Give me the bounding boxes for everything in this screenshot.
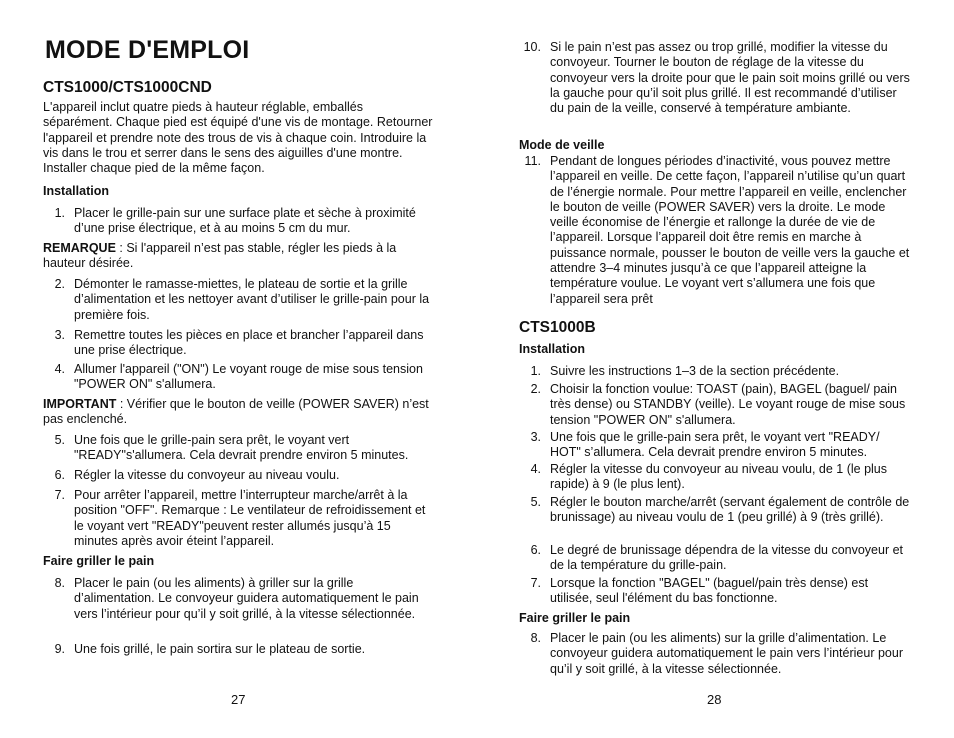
page-number: 28 [707, 692, 722, 707]
important-label: IMPORTANT [43, 397, 117, 411]
installation-heading: Installation [519, 342, 585, 356]
toast-heading: Faire griller le pain [43, 554, 155, 568]
remarque-text: : Si l'appareil n’est pas stable, régler les pieds à la hauteur désirée. [43, 241, 397, 271]
remarque-note [43, 241, 435, 272]
intro-paragraph: L'appareil inclut quatre pieds à hauteur réglable, emballés séparément. Chaque pied est équipé d'une vis de montage. Retourner l'appareil et prendre note des trous de vis à chaque coin. Introduire la vis dans le trou et serrer dans le sens des aiguilles d'une montre. Installer chaque pied de la même façon. [43, 100, 433, 176]
important-note [43, 397, 435, 428]
model-heading-cts1000: CTS1000/CTS1000CND [43, 79, 212, 96]
page-number: 27 [231, 692, 246, 707]
toast-heading: Faire griller le pain [519, 611, 631, 625]
remarque-label: REMARQUE [43, 241, 116, 255]
important-text: : Vérifier que le bouton de veille (POWER SAVER) n’est pas enclenché. [43, 397, 429, 427]
model-heading-cts1000b: CTS1000B [519, 319, 596, 336]
installation-heading: Installation [43, 184, 109, 198]
page-title: MODE D'EMPLOI [45, 36, 250, 64]
veille-heading: Mode de veille [519, 138, 605, 152]
